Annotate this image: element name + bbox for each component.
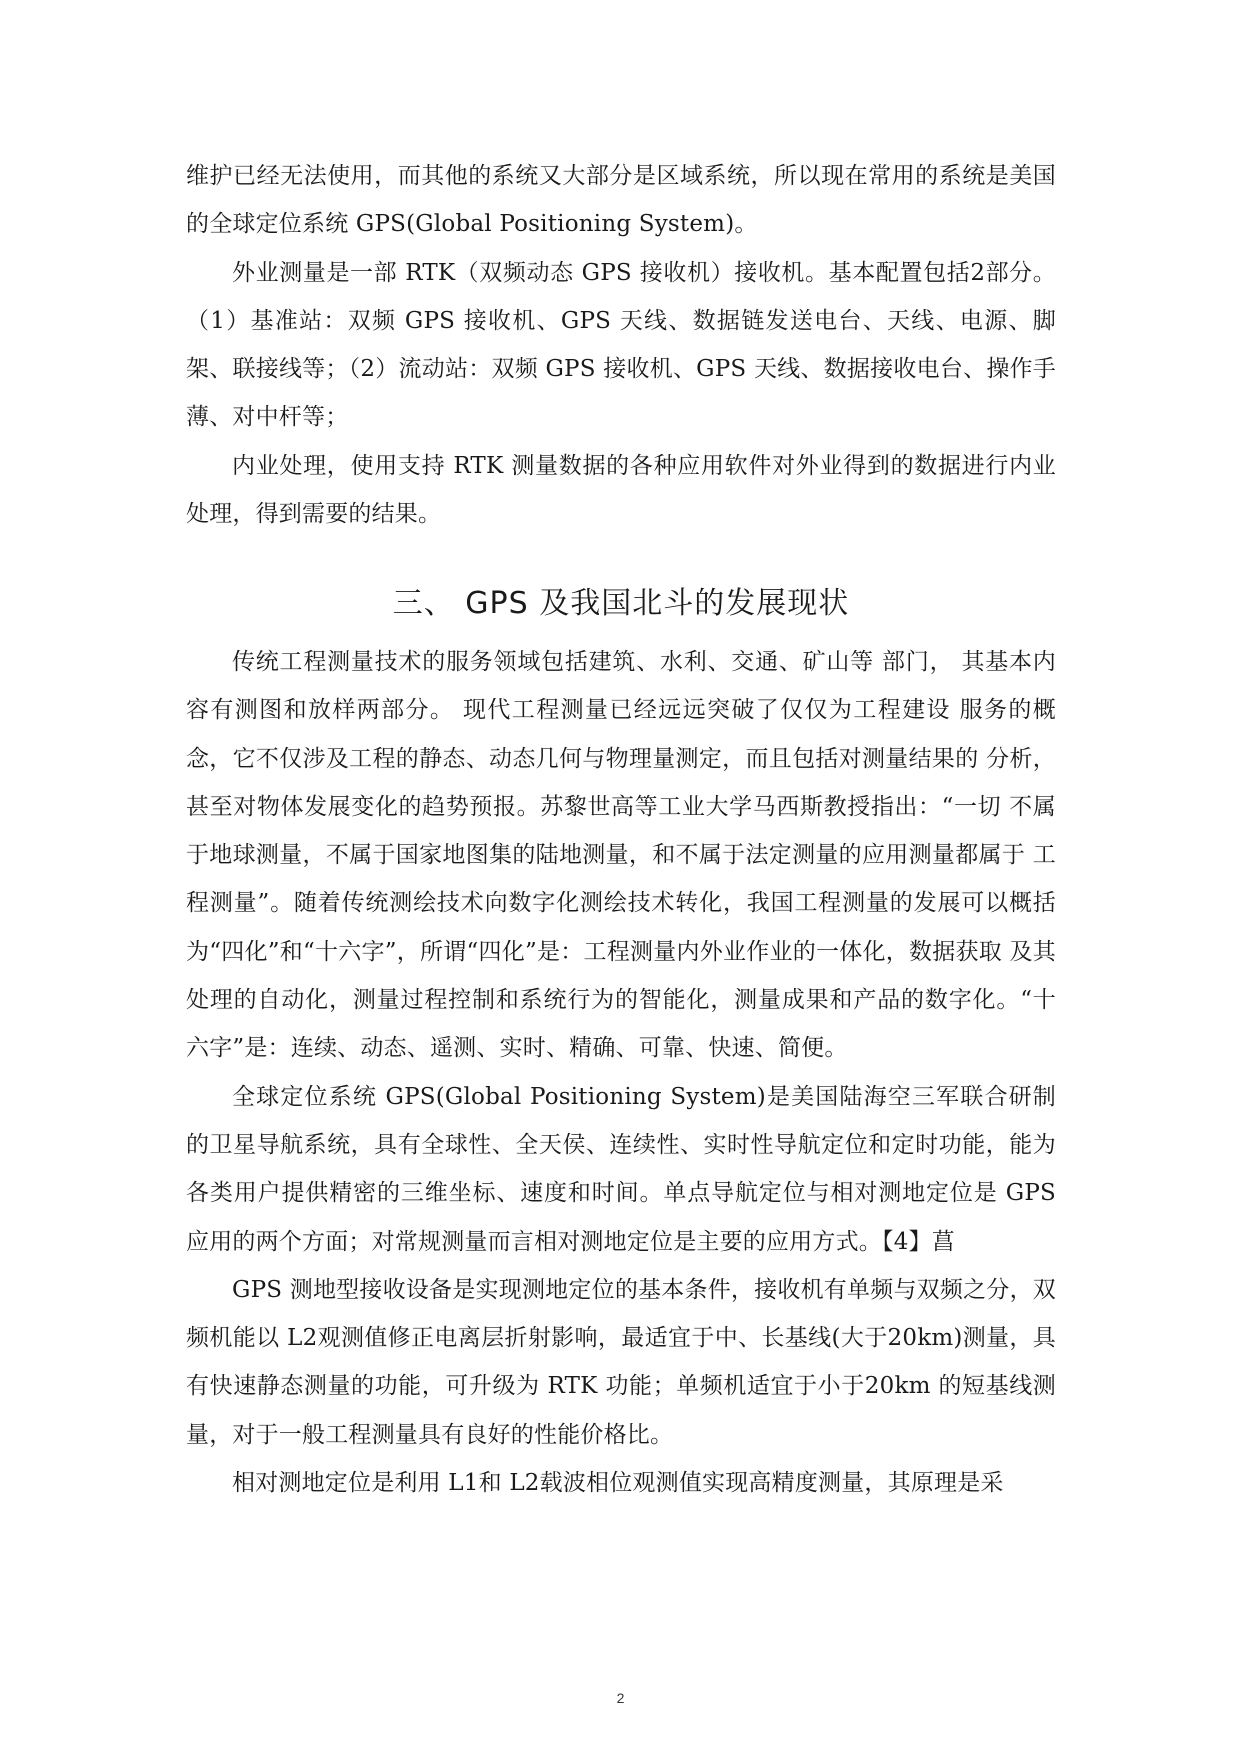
paragraph: 相对测地定位是利用 L1和 L2载波相位观测值实现高精度测量，其原理是采 bbox=[232, 1470, 1004, 1497]
section-body bbox=[186, 638, 1056, 1507]
paragraph: 传统工程测量技术的服务领域包括建筑、水利、交通、矿山等 部门， 其基本内容有测图和放样两部分。 现代工程测量已经远远突破了仅仅为工程建设 服务的概念，它不仅涉及工程的静态、动态几何与物理量测定，而且包括对测量结果的 分析，甚至对物体发展变化的趋势预报。苏黎世高等工业大学马西斯教授指出：“一切 不属于地球测量，不属于国家地图集的陆地测量，和不属于法定测量的应用测量都属于 工程测量”。随着传统测绘技术向数字化测绘技术转化，我国工程测量的发展可以概括为“四化”和“十六字”，所谓“四化”是：工程测量内外业作业的一体化，数据获取 及其处理的自动化，测量过程控制和系统行为的智能化，测量成果和产品的数字化。“十六字”是：连续、动态、遥测、实时、精确、可靠、快速、简便。 bbox=[186, 649, 1056, 1062]
paragraph: 内业处理，使用支持 RTK 测量数据的各种应用软件对外业得到的数据进行内业处理，得到需要的结果。 bbox=[186, 452, 1056, 528]
continuation-text bbox=[186, 152, 1056, 538]
paragraph: 全球定位系统 GPS(Global Positioning System)是美国陆海空三军联合研制的卫星导航系统，具有全球性、全天侯、连续性、实时性导航定位和定时功能，能为各类用户提供精密的三维坐标、速度和时间。单点导航定位与相对测地定位是 GPS 应用的两个方面；对常规测量而言相对测地定位是主要的应用方式。【4】菖 bbox=[186, 1083, 1056, 1255]
paragraph: GPS 测地型接收设备是实现测地定位的基本条件，接收机有单频与双频之分，双频机能以 L2观测值修正电离层折射影响，最适宜于中、长基线(大于20km)测量，具有快速静态测量的功能，可升级为 RTK 功能；单频机适宜于小于20km 的短基线测量，对于一般工程测量具有良好的性能价格比。 bbox=[186, 1276, 1056, 1448]
paragraph: 外业测量是一部 RTK（双频动态 GPS 接收机）接收机。基本配置包括2部分。（1）基准站：双频 GPS 接收机、GPS 天线、数据链发送电台、天线、电源、脚架、联接线等；（2）流动站：双频 GPS 接收机、GPS 天线、数据接收电台、操作手薄、对中杆等； bbox=[186, 259, 1056, 431]
section-heading: 三、 GPS 及我国北斗的发展现状 bbox=[392, 586, 850, 621]
page-number: 2 bbox=[616, 1690, 625, 1706]
paragraph: 维护已经无法使用，而其他的系统又大部分是区域系统，所以现在常用的系统是美国的全球定位系统 GPS(Global Positioning System)。 bbox=[186, 163, 1056, 238]
